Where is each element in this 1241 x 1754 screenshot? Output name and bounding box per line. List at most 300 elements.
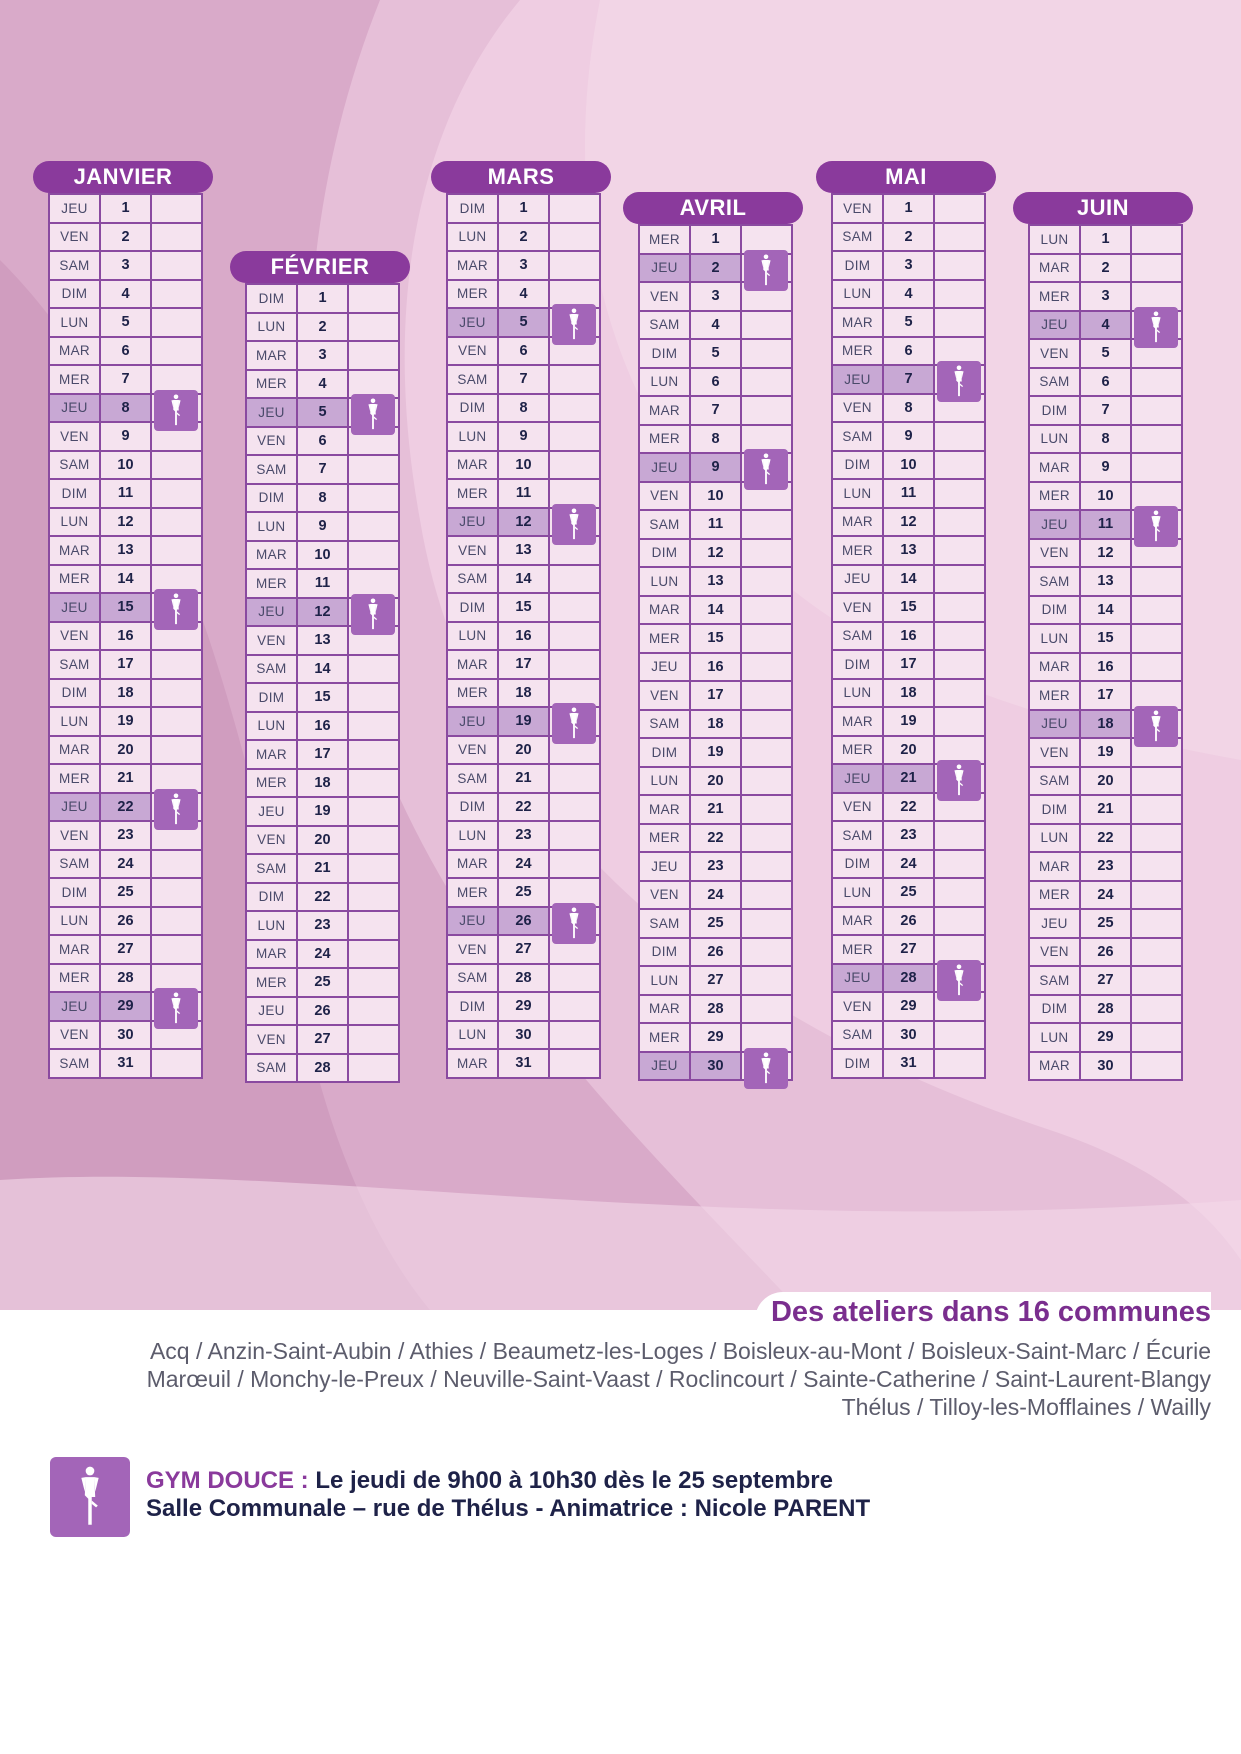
day-row	[247, 941, 400, 970]
day-row	[640, 711, 793, 740]
day-number: 16	[1081, 654, 1132, 683]
day-number: 13	[298, 627, 349, 656]
day-number: 23	[1081, 853, 1132, 882]
weekday-label: MAR	[1030, 454, 1081, 483]
day-number: 26	[101, 908, 152, 937]
day-row	[448, 651, 601, 680]
weekday-label: MAR	[833, 309, 884, 338]
weekday-label: VEN	[50, 623, 101, 652]
activity-cell	[1132, 853, 1183, 882]
weekday-label: LUN	[247, 513, 298, 542]
weekday-label: DIM	[50, 680, 101, 709]
day-row	[833, 879, 986, 908]
activity-cell	[152, 936, 203, 965]
day-number: 10	[298, 542, 349, 571]
day-row	[448, 594, 601, 623]
day-row	[448, 737, 601, 766]
day-number: 6	[1081, 369, 1132, 398]
day-number: 23	[499, 822, 550, 851]
weekday-label: MER	[448, 879, 499, 908]
day-number: 1	[1081, 226, 1132, 255]
weekday-label: SAM	[640, 711, 691, 740]
activity-cell	[742, 540, 793, 569]
day-number: 25	[691, 910, 742, 939]
day-number: 6	[499, 338, 550, 367]
day-row	[1030, 768, 1183, 797]
activity-cell	[742, 882, 793, 911]
activity-cell	[550, 794, 601, 823]
activity-cell	[935, 566, 986, 595]
activity-cell	[550, 1022, 601, 1051]
day-number: 22	[884, 794, 935, 823]
activity-cell	[550, 623, 601, 652]
activity-cell	[550, 195, 601, 224]
weekday-label: MER	[448, 480, 499, 509]
weekday-label: SAM	[247, 456, 298, 485]
day-number: 23	[298, 912, 349, 941]
day-row	[247, 1055, 400, 1084]
day-number: 3	[691, 283, 742, 312]
day-number: 30	[1081, 1053, 1132, 1082]
day-number: 7	[884, 366, 935, 395]
activity-cell	[742, 967, 793, 996]
day-number: 22	[499, 794, 550, 823]
weekday-label: SAM	[640, 312, 691, 341]
activity-cell	[152, 509, 203, 538]
day-row	[640, 597, 793, 626]
day-number: 1	[101, 195, 152, 224]
day-row	[833, 366, 986, 395]
activity-cell	[349, 855, 400, 884]
weekday-label: JEU	[448, 309, 499, 338]
day-number: 4	[884, 281, 935, 310]
weekday-label: DIM	[833, 651, 884, 680]
activity-cell	[152, 822, 203, 851]
month-grid	[638, 224, 793, 1081]
day-number: 2	[298, 314, 349, 343]
weekday-label: MAR	[247, 741, 298, 770]
day-number: 2	[1081, 255, 1132, 284]
weekday-label: SAM	[640, 910, 691, 939]
day-number: 17	[884, 651, 935, 680]
day-number: 18	[884, 680, 935, 709]
weekday-label: VEN	[833, 395, 884, 424]
day-row	[50, 281, 203, 310]
day-row	[247, 713, 400, 742]
day-row	[247, 342, 400, 371]
activity-cell	[1132, 454, 1183, 483]
weekday-label: MAR	[640, 597, 691, 626]
day-row	[247, 542, 400, 571]
weekday-label: VEN	[50, 224, 101, 253]
weekday-label: SAM	[448, 965, 499, 994]
day-row	[448, 338, 601, 367]
weekday-label: LUN	[640, 967, 691, 996]
weekday-label: JEU	[1030, 711, 1081, 740]
day-number: 10	[1081, 483, 1132, 512]
day-row	[50, 452, 203, 481]
activity-cell	[742, 654, 793, 683]
weekday-label: DIM	[247, 285, 298, 314]
day-row	[1030, 825, 1183, 854]
weekday-label: MER	[833, 338, 884, 367]
day-number: 19	[298, 798, 349, 827]
weekday-label: JEU	[640, 654, 691, 683]
weekday-label: LUN	[640, 768, 691, 797]
weekday-label: JEU	[50, 794, 101, 823]
activity-cell	[349, 1055, 400, 1084]
day-row	[247, 827, 400, 856]
communes-title: Des ateliers dans 16 communes	[755, 1292, 1211, 1331]
day-number: 9	[499, 423, 550, 452]
day-number: 16	[691, 654, 742, 683]
day-row	[50, 480, 203, 509]
activity-cell	[742, 568, 793, 597]
month-header: JUIN	[1013, 192, 1193, 224]
weekday-label: SAM	[1030, 967, 1081, 996]
activity-cell	[1132, 625, 1183, 654]
day-number: 31	[499, 1050, 550, 1079]
activity-cell	[742, 369, 793, 398]
weekday-label: LUN	[50, 309, 101, 338]
day-number: 4	[101, 281, 152, 310]
weekday-label: LUN	[833, 281, 884, 310]
communes-line: Thélus / Tilloy-les-Mofflaines / Wailly	[841, 1394, 1211, 1420]
weekday-label: JEU	[1030, 511, 1081, 540]
weekday-label: MAR	[448, 1050, 499, 1079]
day-row	[247, 314, 400, 343]
activity-cell	[742, 853, 793, 882]
day-row	[50, 623, 203, 652]
day-number: 23	[691, 853, 742, 882]
day-number: 15	[499, 594, 550, 623]
weekday-label: MER	[448, 281, 499, 310]
weekday-label: JEU	[247, 998, 298, 1027]
activity-cell	[550, 338, 601, 367]
day-row	[247, 428, 400, 457]
activity-cell	[152, 252, 203, 281]
day-row	[247, 855, 400, 884]
day-number: 7	[691, 397, 742, 426]
day-row	[247, 627, 400, 656]
gym-schedule-line	[146, 1467, 870, 1495]
day-number: 21	[101, 765, 152, 794]
day-row	[448, 965, 601, 994]
weekday-label: DIM	[640, 939, 691, 968]
day-number: 15	[298, 684, 349, 713]
weekday-label: MER	[50, 965, 101, 994]
weekday-label: DIM	[1030, 397, 1081, 426]
weekday-label: LUN	[247, 912, 298, 941]
activity-cell	[349, 827, 400, 856]
activity-cell	[935, 281, 986, 310]
day-row	[1030, 711, 1183, 740]
weekday-label: MAR	[1030, 255, 1081, 284]
day-number: 16	[298, 713, 349, 742]
activity-cell	[1132, 597, 1183, 626]
weekday-label: LUN	[640, 568, 691, 597]
day-number: 8	[691, 426, 742, 455]
activity-cell	[1132, 312, 1183, 341]
activity-cell	[742, 910, 793, 939]
weekday-label: MAR	[833, 509, 884, 538]
weekday-label: JEU	[833, 566, 884, 595]
activity-cell	[742, 711, 793, 740]
day-number: 28	[101, 965, 152, 994]
weekday-label: VEN	[50, 423, 101, 452]
day-number: 13	[691, 568, 742, 597]
weekday-label: MER	[1030, 882, 1081, 911]
weekday-label: DIM	[247, 485, 298, 514]
activity-cell	[742, 996, 793, 1025]
day-row	[1030, 1024, 1183, 1053]
weekday-label: MAR	[247, 542, 298, 571]
activity-cell	[935, 993, 986, 1022]
weekday-label: SAM	[448, 366, 499, 395]
day-number: 18	[1081, 711, 1132, 740]
month-header: AVRIL	[623, 192, 803, 224]
day-number: 11	[691, 511, 742, 540]
day-row	[1030, 312, 1183, 341]
weekday-label: JEU	[640, 454, 691, 483]
day-number: 28	[499, 965, 550, 994]
month-header: MAI	[816, 161, 996, 193]
day-row	[640, 825, 793, 854]
activity-cell	[742, 283, 793, 312]
activity-cell	[349, 884, 400, 913]
day-row	[833, 566, 986, 595]
day-number: 6	[691, 369, 742, 398]
activity-cell	[742, 739, 793, 768]
day-row	[833, 252, 986, 281]
communes-section	[147, 1292, 1211, 1421]
day-row	[1030, 739, 1183, 768]
activity-cell	[152, 737, 203, 766]
activity-cell	[152, 423, 203, 452]
day-row	[833, 708, 986, 737]
day-row	[50, 252, 203, 281]
activity-cell	[550, 395, 601, 424]
activity-cell	[550, 765, 601, 794]
weekday-label: DIM	[247, 884, 298, 913]
gym-schedule: Le jeudi de 9h00 à 10h30 dès le 25 septembre	[315, 1467, 833, 1494]
day-number: 18	[691, 711, 742, 740]
day-row	[1030, 910, 1183, 939]
month-janvier	[48, 164, 203, 1079]
month-grid	[48, 193, 203, 1079]
activity-cell	[349, 770, 400, 799]
weekday-label: MAR	[1030, 654, 1081, 683]
weekday-label: VEN	[247, 627, 298, 656]
weekday-label: LUN	[247, 713, 298, 742]
day-row	[833, 651, 986, 680]
day-number: 2	[499, 224, 550, 253]
weekday-label: DIM	[448, 794, 499, 823]
day-row	[50, 822, 203, 851]
day-row	[833, 1022, 986, 1051]
activity-cell	[550, 537, 601, 566]
activity-cell	[152, 1022, 203, 1051]
day-number: 2	[101, 224, 152, 253]
activity-cell	[742, 625, 793, 654]
day-number: 14	[691, 597, 742, 626]
day-number: 26	[691, 939, 742, 968]
weekday-label: SAM	[247, 855, 298, 884]
weekday-label: DIM	[448, 993, 499, 1022]
day-number: 22	[691, 825, 742, 854]
weekday-label: SAM	[1030, 369, 1081, 398]
day-row	[448, 794, 601, 823]
day-number: 28	[691, 996, 742, 1025]
day-row	[448, 309, 601, 338]
day-row	[833, 537, 986, 566]
day-number: 25	[101, 879, 152, 908]
weekday-label: MAR	[247, 941, 298, 970]
day-row	[833, 794, 986, 823]
weekday-label: LUN	[833, 879, 884, 908]
weekday-label: VEN	[50, 822, 101, 851]
day-number: 20	[298, 827, 349, 856]
weekday-label: LUN	[247, 314, 298, 343]
weekday-label: JEU	[833, 965, 884, 994]
day-number: 12	[1081, 540, 1132, 569]
day-row	[50, 309, 203, 338]
day-number: 11	[499, 480, 550, 509]
activity-cell	[742, 312, 793, 341]
activity-cell	[935, 423, 986, 452]
activity-cell	[935, 509, 986, 538]
day-number: 26	[1081, 939, 1132, 968]
activity-cell	[1132, 739, 1183, 768]
activity-cell	[1132, 882, 1183, 911]
day-number: 28	[298, 1055, 349, 1084]
activity-cell	[550, 708, 601, 737]
day-row	[1030, 340, 1183, 369]
weekday-label: MER	[247, 969, 298, 998]
activity-cell	[152, 794, 203, 823]
communes-line: Marœuil / Monchy-le-Preux / Neuville-Saint-Vaast / Roclincourt / Sainte-Catherine / Saint-Laurent-Blangy	[146, 1366, 1211, 1392]
activity-cell	[550, 1050, 601, 1079]
day-number: 3	[884, 252, 935, 281]
weekday-label: SAM	[50, 851, 101, 880]
day-row	[640, 454, 793, 483]
weekday-label: LUN	[50, 708, 101, 737]
day-row	[1030, 967, 1183, 996]
day-row	[1030, 796, 1183, 825]
day-row	[1030, 397, 1183, 426]
activity-cell	[1132, 255, 1183, 284]
day-row	[247, 998, 400, 1027]
weekday-label: MAR	[448, 651, 499, 680]
day-row	[50, 537, 203, 566]
month-grid	[446, 193, 601, 1079]
day-row	[247, 969, 400, 998]
activity-cell	[935, 537, 986, 566]
day-number: 27	[298, 1026, 349, 1055]
day-number: 6	[101, 338, 152, 367]
day-number: 30	[101, 1022, 152, 1051]
day-row	[1030, 540, 1183, 569]
day-number: 8	[1081, 426, 1132, 455]
weekday-label: MAR	[50, 338, 101, 367]
weekday-label: JEU	[50, 395, 101, 424]
weekday-label: JEU	[247, 599, 298, 628]
activity-cell	[1132, 939, 1183, 968]
weekday-label: SAM	[50, 651, 101, 680]
weekday-label: MAR	[50, 537, 101, 566]
day-number: 7	[101, 366, 152, 395]
day-number: 16	[499, 623, 550, 652]
weekday-label: JEU	[448, 708, 499, 737]
day-number: 27	[499, 936, 550, 965]
weekday-label: LUN	[448, 822, 499, 851]
day-row	[833, 965, 986, 994]
day-row	[247, 912, 400, 941]
person-standing-icon	[50, 1457, 130, 1537]
day-row	[640, 540, 793, 569]
day-number: 17	[298, 741, 349, 770]
day-number: 26	[298, 998, 349, 1027]
activity-cell	[349, 599, 400, 628]
activity-cell	[1132, 910, 1183, 939]
day-row	[50, 1050, 203, 1079]
month-grid	[245, 283, 400, 1083]
day-row	[833, 993, 986, 1022]
weekday-label: DIM	[1030, 996, 1081, 1025]
day-row	[247, 285, 400, 314]
day-row	[247, 485, 400, 514]
day-row	[833, 822, 986, 851]
activity-cell	[935, 594, 986, 623]
activity-cell	[1132, 768, 1183, 797]
day-row	[50, 936, 203, 965]
activity-cell	[935, 965, 986, 994]
communes-line: Acq / Anzin-Saint-Aubin / Athies / Beaumetz-les-Loges / Boisleux-au-Mont / Boisleux-Saint-Marc / Écurie	[149, 1338, 1211, 1364]
day-number: 27	[1081, 967, 1132, 996]
weekday-label: LUN	[448, 1022, 499, 1051]
day-number: 1	[298, 285, 349, 314]
day-number: 17	[499, 651, 550, 680]
weekday-label: VEN	[1030, 939, 1081, 968]
weekday-label: SAM	[247, 1055, 298, 1084]
day-row	[640, 397, 793, 426]
day-number: 14	[298, 656, 349, 685]
weekday-label: JEU	[448, 509, 499, 538]
weekday-label: VEN	[640, 682, 691, 711]
day-row	[833, 423, 986, 452]
weekday-label: JEU	[640, 853, 691, 882]
weekday-label: SAM	[833, 1022, 884, 1051]
day-row	[1030, 568, 1183, 597]
weekday-label: MAR	[247, 342, 298, 371]
day-row	[50, 423, 203, 452]
weekday-label: MER	[1030, 283, 1081, 312]
day-row	[247, 684, 400, 713]
day-number: 7	[298, 456, 349, 485]
day-row	[640, 910, 793, 939]
activity-cell	[550, 908, 601, 937]
day-number: 12	[298, 599, 349, 628]
day-row	[448, 993, 601, 1022]
activity-cell	[1132, 397, 1183, 426]
day-row	[640, 853, 793, 882]
day-number: 17	[691, 682, 742, 711]
day-row	[1030, 369, 1183, 398]
day-row	[50, 395, 203, 424]
activity-cell	[742, 939, 793, 968]
day-row	[448, 537, 601, 566]
day-row	[448, 509, 601, 538]
